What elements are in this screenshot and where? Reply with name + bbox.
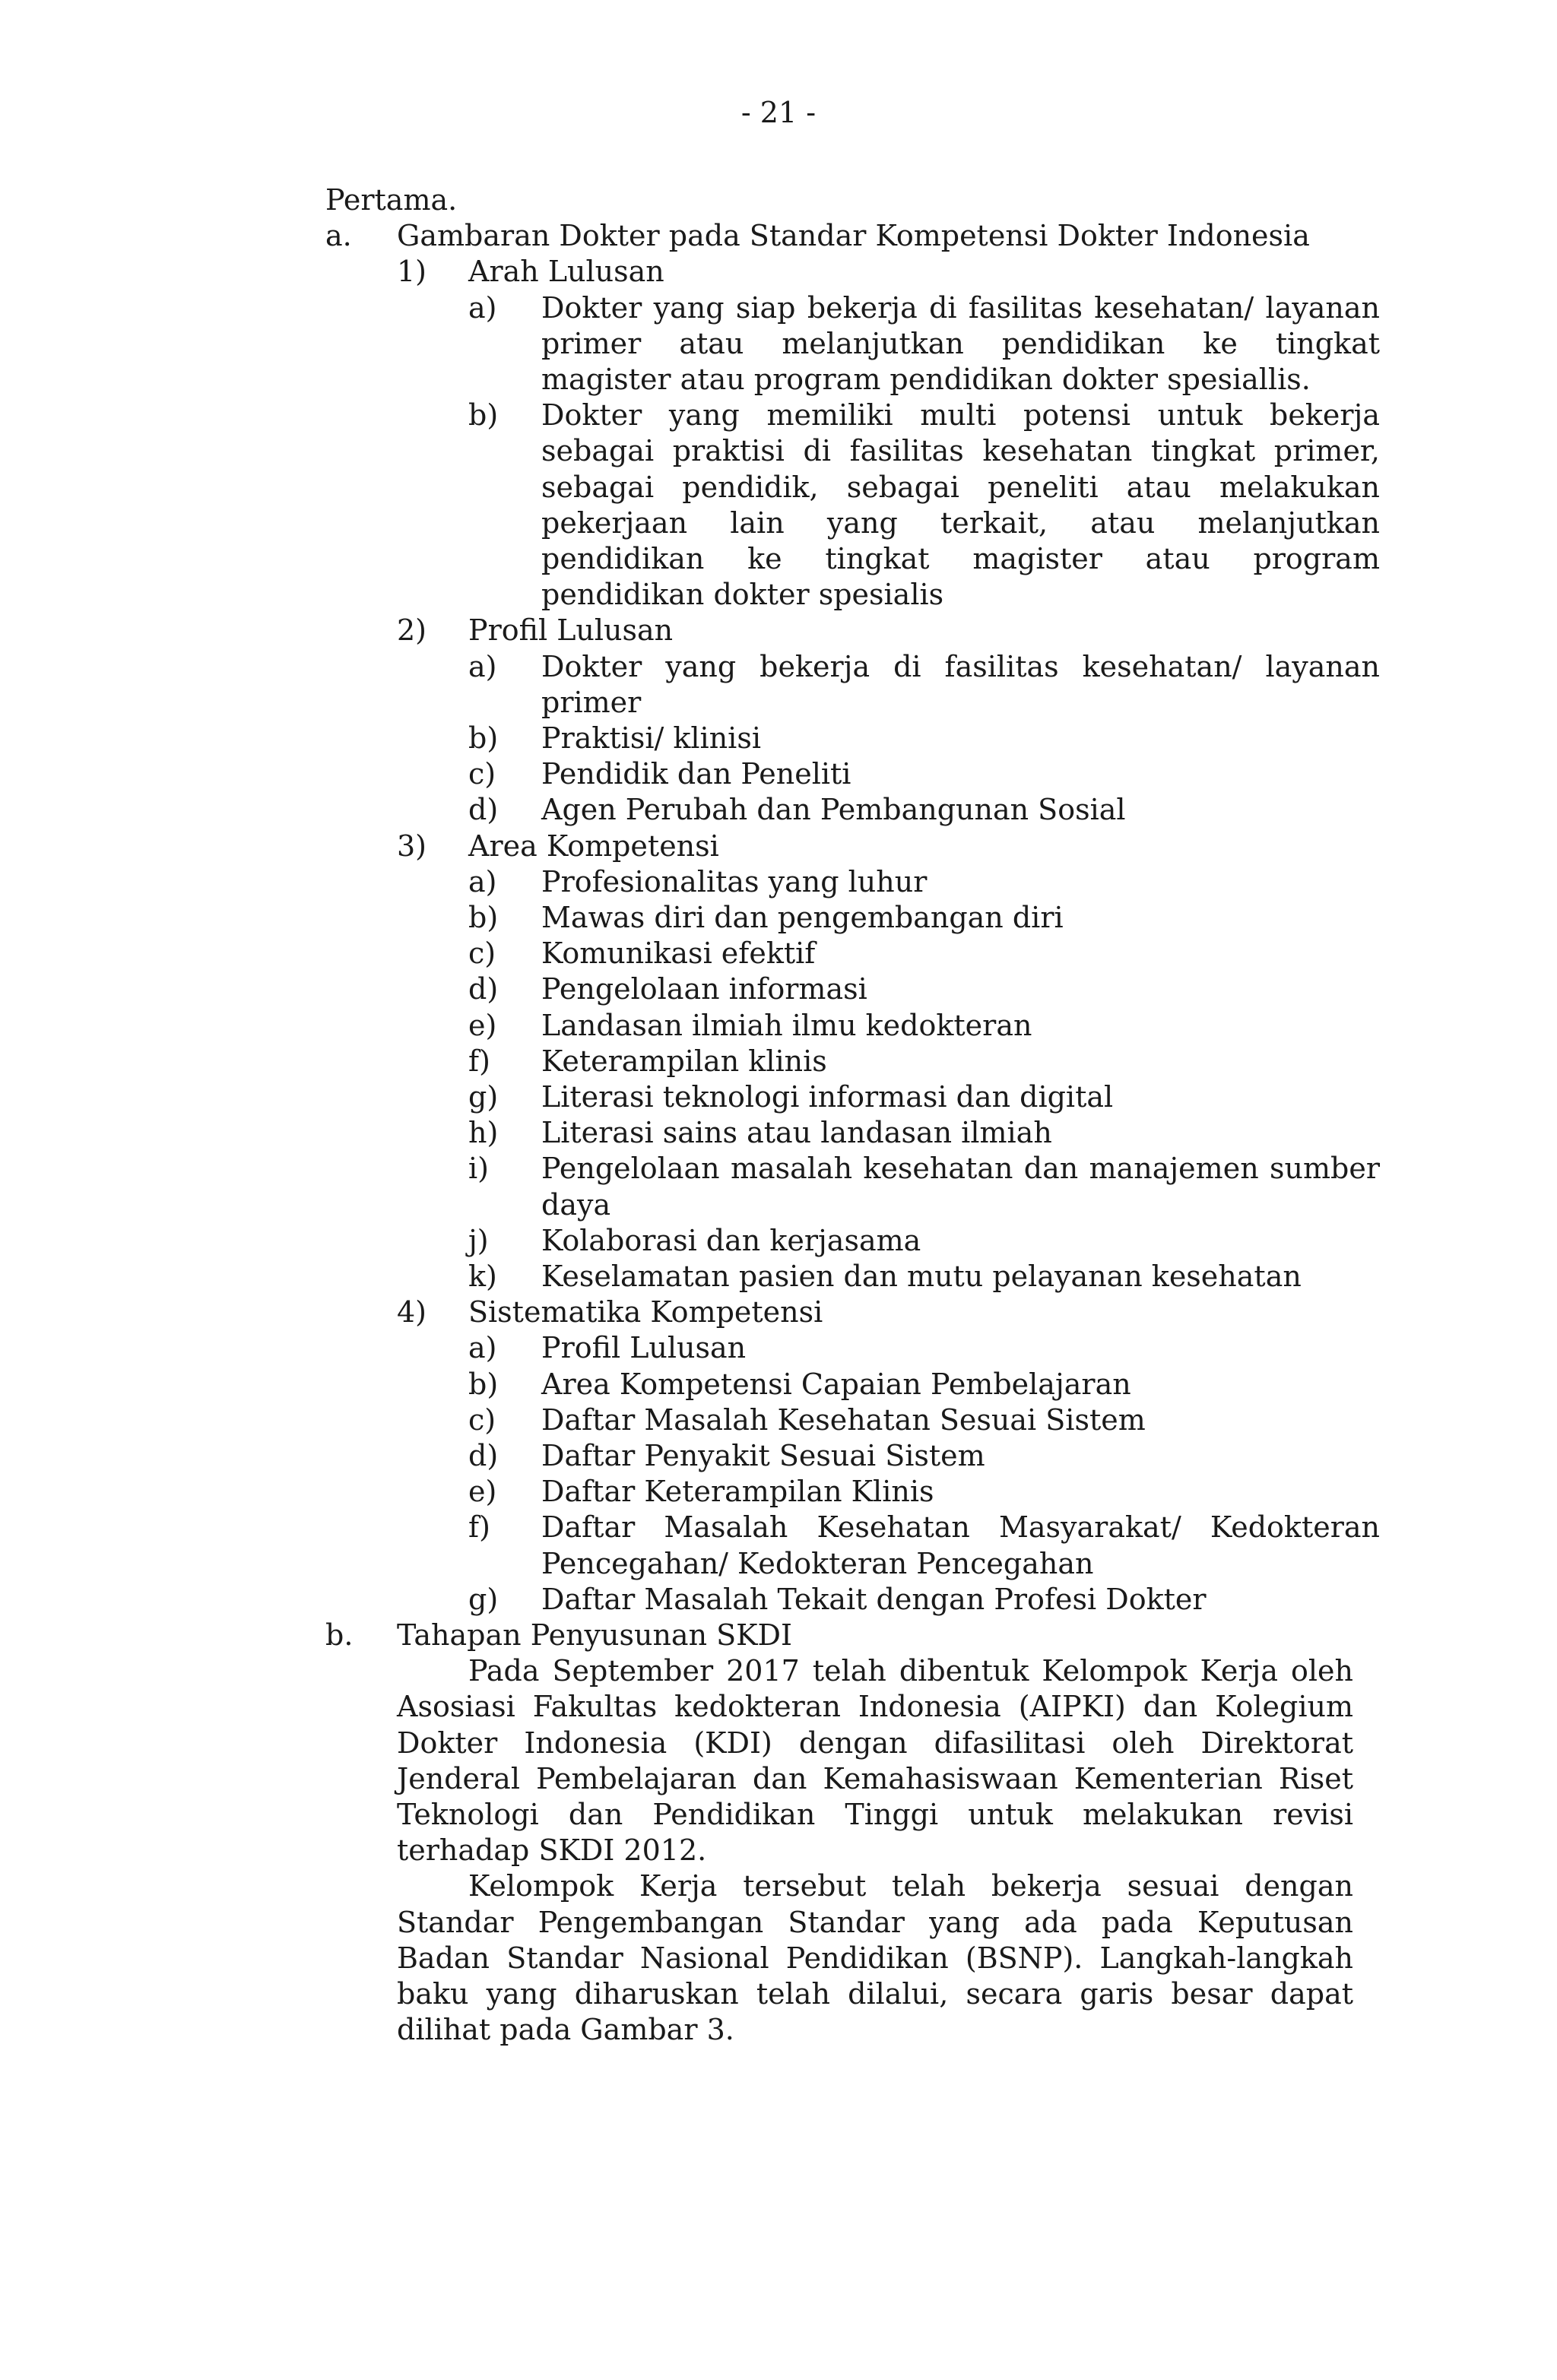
subitem-text-line: Literasi teknologi informasi dan digital (541, 1080, 1114, 1114)
paragraph-line: Teknologi dan Pendidikan Tinggi untuk melakukan revisi (397, 1798, 1353, 1831)
section-b-label: b. (325, 1618, 354, 1652)
subitem-text-line: Agen Perubah dan Pembangunan Sosial (541, 793, 1126, 827)
item-title: Sistematika Kompetensi (468, 1295, 823, 1329)
paragraph-line: Jenderal Pembelajaran dan Kemahasiswaan Kementerian Riset (397, 1761, 1353, 1795)
subitem-label: b) (468, 398, 499, 433)
subitem-label: j) (468, 1223, 489, 1257)
subitem-text-line: Landasan ilmiah ilmu kedokteran (541, 1008, 1032, 1042)
subitem-text-line: Keselamatan pasien dan mutu pelayanan kesehatan (541, 1260, 1302, 1293)
subitem-text-line: Daftar Masalah Kesehatan Masyarakat/ Kedokteran (541, 1510, 1380, 1545)
item-label: 4) (397, 1295, 427, 1329)
subitem-text-line: Area Kompetensi Capaian Pembelajaran (541, 1367, 1131, 1401)
paragraph-line: Badan Standar Nasional Pendidikan (BSNP). Langkah-langkah (397, 1941, 1353, 1975)
subitem-text-line: pendidikan ke tingkat magister atau program (541, 542, 1380, 575)
subitem-text-line: pekerjaan lain yang terkait, atau melanjutkan (541, 505, 1380, 540)
section-a-title: Gambaran Dokter pada Standar Kompetensi Dokter Indonesia (397, 219, 1310, 253)
subitem-label: c) (468, 757, 496, 791)
paragraph-line: Asosiasi Fakultas kedokteran Indonesia (AIPKI) dan Kolegium (397, 1690, 1353, 1724)
subitem-label: i) (468, 1152, 489, 1186)
paragraph-line: dilihat pada Gambar 3. (397, 2013, 734, 2047)
subitem-label: b) (468, 721, 499, 755)
item-label: 1) (397, 255, 427, 289)
subitem-text-line: Literasi sains atau landasan ilmiah (541, 1116, 1052, 1150)
subitem-label: a) (468, 649, 497, 683)
subitem-text-line: Pengelolaan masalah kesehatan dan manajemen sumber (541, 1152, 1380, 1186)
subitem-text-line: pendidikan dokter spesialis (541, 578, 944, 612)
intro-text: Pertama. (325, 183, 458, 217)
subitem-label: a) (468, 1331, 497, 1365)
subitem-text-line: Kolaborasi dan kerjasama (541, 1223, 921, 1257)
item-title: Profil Lulusan (468, 613, 674, 648)
subitem-text-line: Pendidik dan Peneliti (541, 757, 851, 791)
subitem-label: g) (468, 1080, 499, 1114)
paragraph-line: terhadap SKDI 2012. (397, 1833, 707, 1868)
subitem-text-line: Keterampilan klinis (541, 1044, 827, 1078)
subitem-label: c) (468, 1402, 496, 1437)
subitem-label: k) (468, 1260, 497, 1293)
item-title: Arah Lulusan (468, 255, 664, 289)
subitem-label: f) (468, 1510, 490, 1545)
subitem-text-line: daya (541, 1187, 611, 1222)
subitem-text-line: magister atau program pendidikan dokter spesiallis. (541, 363, 1311, 396)
subitem-label: d) (468, 1439, 499, 1472)
paragraph-line: Pada September 2017 telah dibentuk Kelompok Kerja oleh (468, 1654, 1353, 1688)
item-label: 3) (397, 829, 427, 863)
paragraph-line: Dokter Indonesia (KDI) dengan difasilitasi oleh Direktorat (397, 1726, 1353, 1760)
subitem-text-line: sebagai praktisi di fasilitas kesehatan tingkat primer, (541, 434, 1380, 468)
subitem-text-line: Dokter yang bekerja di fasilitas kesehatan/ layanan (541, 649, 1380, 683)
subitem-text-line: primer atau melanjutkan pendidikan ke tingkat (541, 326, 1380, 360)
page-number: - 21 - (740, 96, 817, 129)
subitem-text-line: Daftar Masalah Kesehatan Sesuai Sistem (541, 1402, 1146, 1437)
subitem-label: g) (468, 1582, 499, 1616)
section-a-label: a. (325, 219, 352, 253)
subitem-text-line: Daftar Masalah Tekait dengan Profesi Dokter (541, 1582, 1207, 1616)
subitem-text-line: primer (541, 685, 642, 719)
paragraph-line: baku yang diharuskan telah dilalui, secara garis besar dapat (397, 1977, 1353, 2011)
subitem-text-line: Profil Lulusan (541, 1331, 747, 1365)
subitem-label: a) (468, 864, 497, 898)
subitem-label: b) (468, 901, 499, 934)
subitem-text-line: Pengelolaan informasi (541, 972, 867, 1006)
subitem-label: d) (468, 972, 499, 1006)
paragraph-line: Kelompok Kerja tersebut telah bekerja sesuai dengan (468, 1869, 1353, 1903)
subitem-label: f) (468, 1044, 490, 1078)
subitem-label: h) (468, 1116, 499, 1150)
item-title: Area Kompetensi (468, 829, 719, 863)
subitem-label: d) (468, 793, 499, 827)
subitem-label: e) (468, 1475, 497, 1509)
subitem-text-line: Daftar Keterampilan Klinis (541, 1475, 934, 1509)
subitem-label: b) (468, 1367, 499, 1401)
subitem-label: c) (468, 936, 496, 971)
subitem-text-line: Mawas diri dan pengembangan diri (541, 901, 1064, 934)
subitem-text-line: Komunikasi efektif (541, 936, 816, 971)
section-b-title: Tahapan Penyusunan SKDI (397, 1618, 793, 1652)
item-label: 2) (397, 613, 427, 648)
subitem-label: a) (468, 290, 497, 325)
subitem-text-line: Profesionalitas yang luhur (541, 864, 928, 898)
subitem-text-line: Daftar Penyakit Sesuai Sistem (541, 1439, 985, 1472)
subitem-text-line: Dokter yang memiliki multi potensi untuk bekerja (541, 398, 1380, 433)
subitem-text-line: Dokter yang siap bekerja di fasilitas kesehatan/ layanan (541, 290, 1380, 325)
subitem-text-line: Praktisi/ klinisi (541, 721, 761, 755)
paragraph-line: Standar Pengembangan Standar yang ada pada Keputusan (397, 1905, 1353, 1939)
subitem-label: e) (468, 1008, 497, 1042)
subitem-text-line: sebagai pendidik, sebagai peneliti atau melakukan (541, 470, 1380, 504)
subitem-text-line: Pencegahan/ Kedokteran Pencegahan (541, 1546, 1094, 1580)
